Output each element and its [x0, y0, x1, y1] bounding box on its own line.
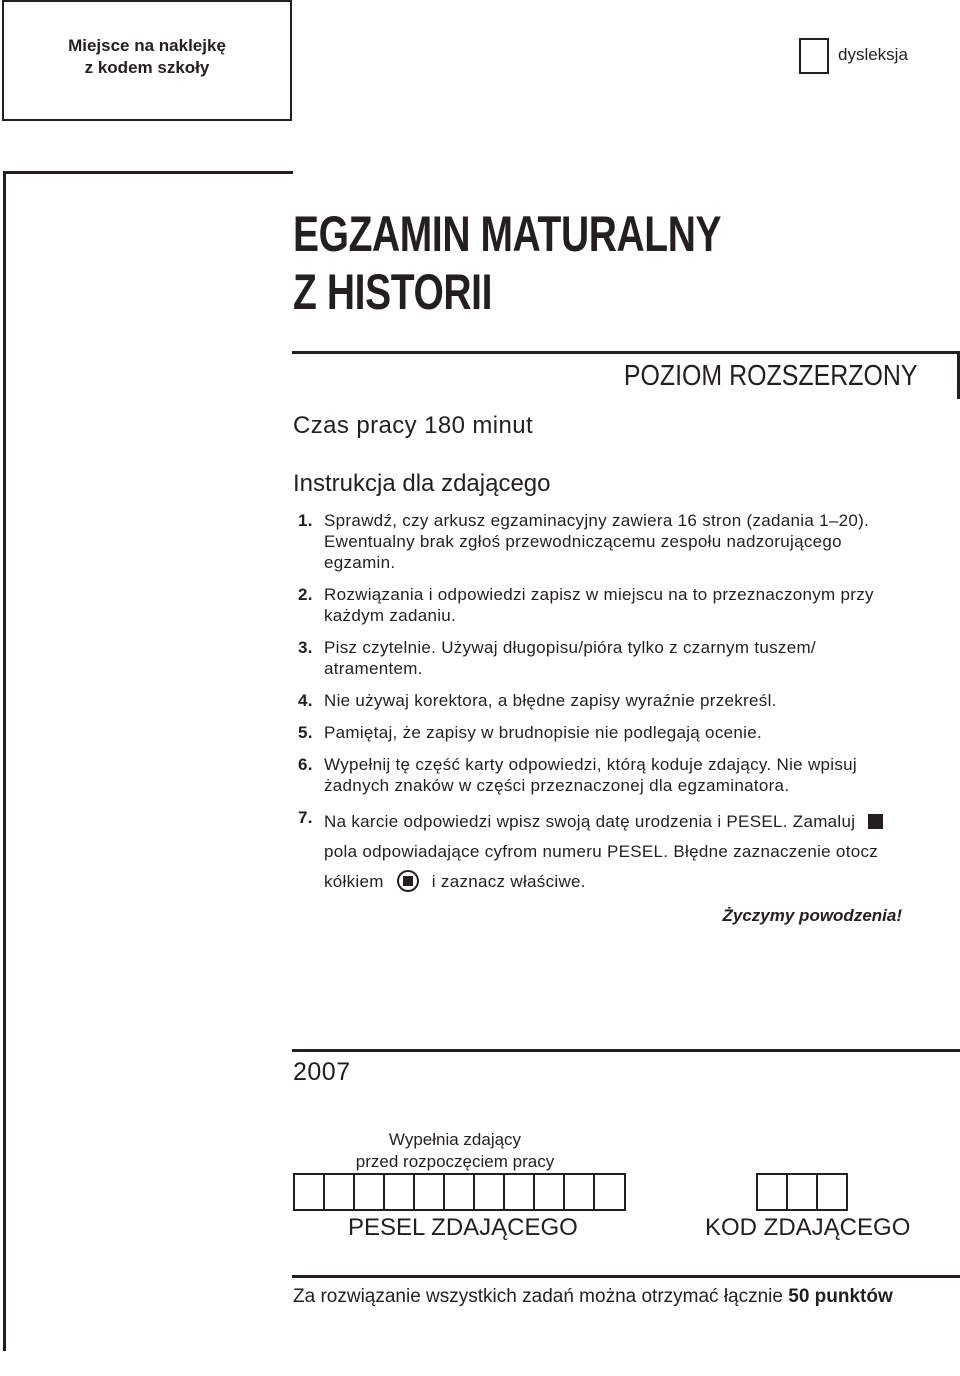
- circled-square-icon: [397, 870, 419, 892]
- instruction-number: 6.: [298, 755, 313, 774]
- sticker-label-line2: z kodem szkoły: [84, 58, 210, 77]
- good-luck-message: Życzymy powodzenia!: [722, 906, 902, 925]
- sticker-label-line1: Miejsce na naklejkę: [68, 36, 226, 55]
- instruction-item: [298, 807, 938, 897]
- instruction-item: [298, 637, 938, 679]
- exam-duration: Czas pracy 180 minut: [293, 412, 534, 439]
- instruction-text: [324, 807, 916, 897]
- pesel-digit-cell[interactable]: [475, 1175, 505, 1209]
- instruction-text: Nie używaj korektora, a błędne zapisy wyraźnie przekreśl.: [324, 691, 777, 710]
- exam-title-line2: Z HISTORII: [293, 264, 493, 320]
- instruction-number: 1.: [298, 511, 313, 530]
- exam-level: POZIOM ROZSZERZONY: [624, 360, 918, 392]
- filled-square-icon: [868, 814, 883, 829]
- code-digit-cell[interactable]: [818, 1175, 846, 1209]
- pesel-digit-cell[interactable]: [415, 1175, 445, 1209]
- instruction-text: Pamiętaj, że zapisy w brudnopisie nie podlegają ocenie.: [324, 723, 762, 742]
- instruction-item: [298, 754, 938, 796]
- pesel-digit-cell[interactable]: [565, 1175, 595, 1209]
- instruction-number: 4.: [298, 691, 313, 710]
- school-code-sticker-box: [2, 0, 292, 121]
- pesel-digit-cell[interactable]: [355, 1175, 385, 1209]
- instructions-list: [298, 510, 938, 908]
- instruction-text: Sprawdź, czy arkusz egzaminacyjny zawiera 16 stron (zadania 1–20). Ewentualny brak zgłoś przewodniczącemu zespołu nadzorującego egzamin.: [324, 511, 870, 572]
- pesel-digit-cell[interactable]: [325, 1175, 355, 1209]
- instruction-number: 5.: [298, 723, 313, 742]
- instruction-number: 7.: [298, 808, 313, 827]
- code-digit-cell[interactable]: [758, 1175, 788, 1209]
- instruction-number: 3.: [298, 638, 313, 657]
- code-digit-cell[interactable]: [788, 1175, 818, 1209]
- points-divider: [292, 1275, 960, 1278]
- points-statement: [293, 1286, 893, 1308]
- frame-top-rule: [3, 171, 293, 174]
- instruction-text-part3: i zaznacz właściwe.: [431, 872, 586, 891]
- pesel-digit-cell[interactable]: [535, 1175, 565, 1209]
- level-divider: [292, 351, 960, 354]
- fill-note-line1: Wypełnia zdający: [388, 1130, 522, 1149]
- instruction-number: 2.: [298, 585, 313, 604]
- instruction-item: [298, 510, 938, 573]
- exam-title: [293, 205, 721, 321]
- pesel-label: PESEL ZDAJĄCEGO: [348, 1214, 578, 1241]
- examinee-code-label: KOD ZDAJĄCEGO: [705, 1214, 911, 1241]
- dyslexia-label: dysleksja: [838, 45, 908, 64]
- instruction-item: [298, 690, 938, 711]
- year-divider: [292, 1049, 960, 1052]
- points-value: 50 punktów: [788, 1286, 893, 1307]
- instruction-text: Wypełnij tę część karty odpowiedzi, którą koduje zdający. Nie wpisuj żadnych znaków w części przeznaczonej dla egzaminatora.: [324, 755, 857, 795]
- pesel-digit-cell[interactable]: [295, 1175, 325, 1209]
- points-text: Za rozwiązanie wszystkich zadań można otrzymać łącznie: [293, 1286, 783, 1307]
- pesel-digit-cell[interactable]: [445, 1175, 475, 1209]
- pesel-digit-cell[interactable]: [505, 1175, 535, 1209]
- frame-left-rule: [3, 171, 6, 1351]
- instruction-text: Rozwiązania i odpowiedzi zapisz w miejscu na to przeznaczonym przy każdym zadaniu.: [324, 585, 874, 625]
- pesel-digit-cell[interactable]: [385, 1175, 415, 1209]
- pesel-input-grid[interactable]: [293, 1173, 626, 1211]
- exam-title-line1: EGZAMIN MATURALNY: [293, 206, 722, 262]
- pesel-digit-cell[interactable]: [595, 1175, 624, 1209]
- fill-note: [330, 1129, 580, 1173]
- instruction-text-part2: pola odpowiadające cyfrom numeru PESEL. Błędne zaznaczenie otocz kółkiem: [324, 842, 879, 891]
- instruction-item: [298, 584, 938, 626]
- fill-note-line2: przed rozpoczęciem pracy: [355, 1152, 555, 1171]
- instruction-text: Pisz czytelnie. Używaj długopisu/pióra tylko z czarnym tuszem/ atramentem.: [324, 638, 816, 678]
- examinee-code-grid[interactable]: [756, 1173, 848, 1211]
- exam-year: 2007: [293, 1058, 351, 1086]
- instructions-heading: Instrukcja dla zdającego: [293, 470, 551, 497]
- dyslexia-checkbox[interactable]: [799, 38, 829, 74]
- instruction-item: [298, 722, 938, 743]
- instruction-text-part1: Na karcie odpowiedzi wpisz swoją datę urodzenia i PESEL. Zamaluj: [324, 812, 856, 831]
